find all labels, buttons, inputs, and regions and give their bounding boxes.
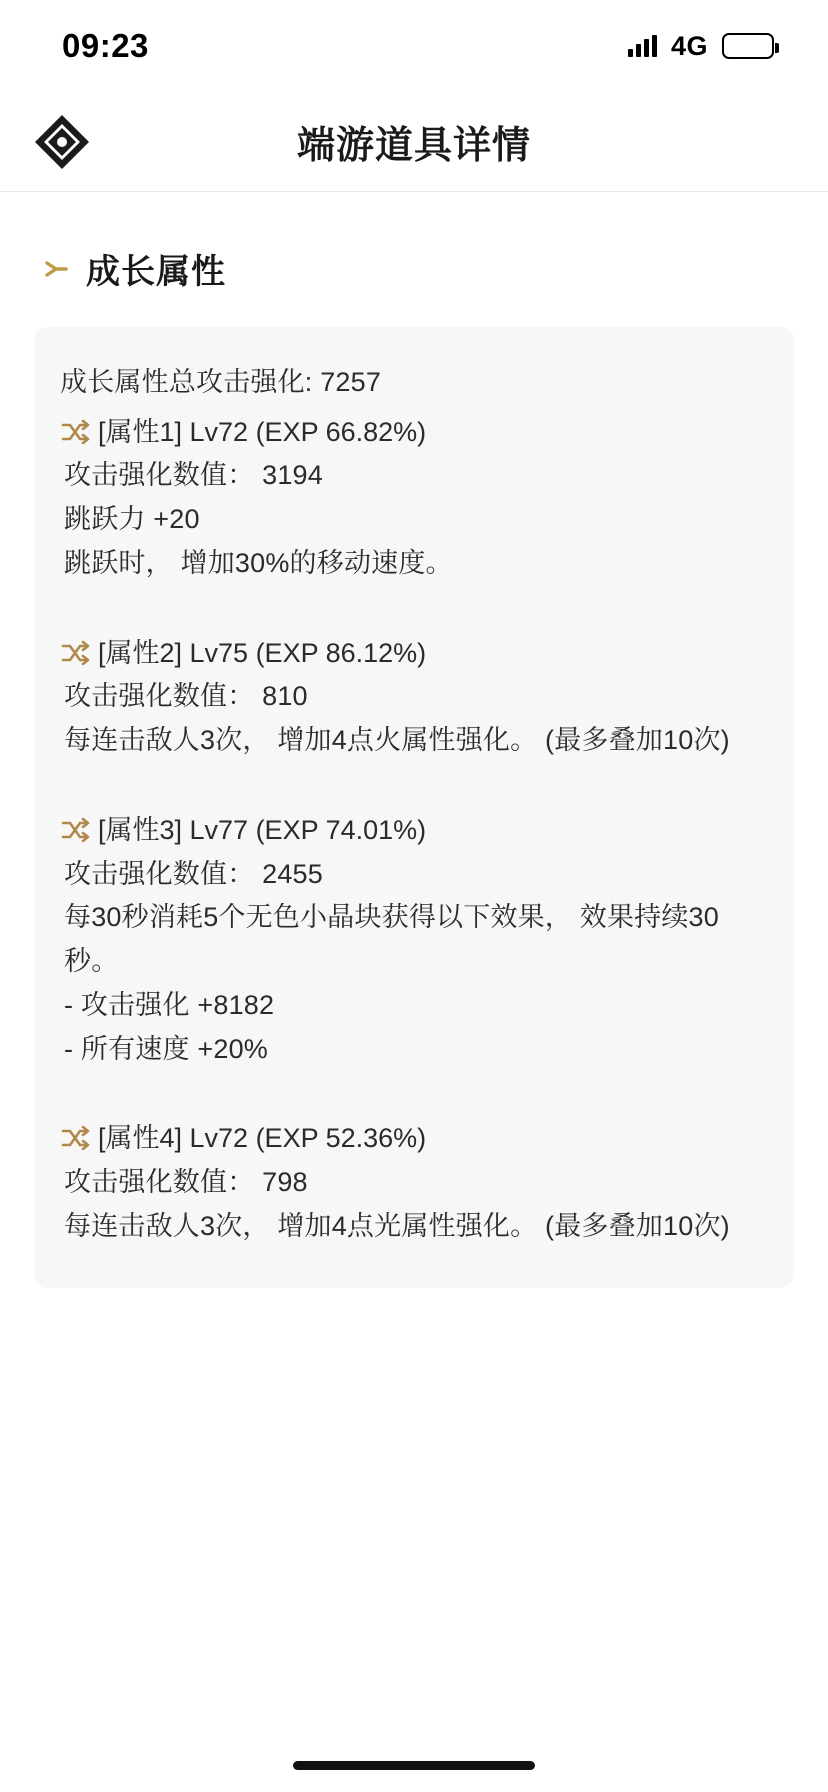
section-title: 成长属性	[86, 253, 226, 291]
shuffle-icon	[60, 1123, 90, 1158]
content-area	[0, 244, 828, 1288]
attribute-group	[60, 411, 768, 586]
attribute-header-text: [属性4] Lv72 (EXP 52.36%)	[98, 1123, 427, 1154]
attribute-header-text: [属性3] Lv77 (EXP 74.01%)	[98, 814, 427, 845]
attribute-line: 攻击强化数值： 3194	[64, 460, 323, 491]
battery-icon	[722, 33, 774, 59]
signal-bars-icon	[628, 35, 657, 57]
section-header	[34, 244, 794, 293]
attribute-group	[60, 1117, 768, 1248]
network-type-label: 4G	[670, 30, 708, 61]
attribute-line: 攻击强化数值： 810	[64, 681, 308, 712]
home-indicator[interactable]	[293, 1761, 535, 1770]
nav-bar	[0, 92, 828, 192]
status-bar	[0, 0, 828, 92]
attribute-header	[60, 809, 768, 853]
attribute-line: - 攻击强化 +8182	[64, 989, 275, 1020]
attribute-line: 每30秒消耗5个无色小晶块获得以下效果， 效果持续30秒。	[64, 902, 719, 977]
attribute-header	[60, 1117, 768, 1161]
shuffle-icon	[60, 815, 90, 850]
shuffle-icon	[60, 417, 90, 452]
attribute-group	[60, 632, 768, 763]
attribute-line: 跳跃时， 增加30%的移动速度。	[64, 547, 453, 578]
attribute-line: 每连击敌人3次， 增加4点光属性强化。 (最多叠加10次)	[64, 1210, 730, 1241]
attribute-line: 跳跃力 +20	[64, 504, 200, 535]
attribute-line: 攻击强化数值： 798	[64, 1167, 308, 1198]
double-arrow-right-icon	[42, 254, 72, 284]
attribute-line: 每连击敌人3次， 增加4点火属性强化。 (最多叠加10次)	[64, 725, 730, 756]
attribute-header-text: [属性2] Lv75 (EXP 86.12%)	[98, 637, 427, 668]
growth-attributes-card	[34, 327, 794, 1288]
attribute-group	[60, 809, 768, 1071]
diamond-logo-icon[interactable]	[14, 111, 110, 173]
total-attack-line: 成长属性总攻击强化: 7257	[60, 367, 382, 397]
shuffle-icon	[60, 638, 90, 673]
status-time: 09:23	[62, 27, 149, 64]
attribute-line: - 所有速度 +20%	[64, 1033, 269, 1064]
attribute-line: 攻击强化数值： 2455	[64, 858, 323, 889]
attribute-header	[60, 411, 768, 455]
page-title: 端游道具详情	[296, 125, 531, 167]
attribute-header	[60, 632, 768, 676]
attribute-header-text: [属性1] Lv72 (EXP 66.82%)	[98, 416, 427, 447]
status-indicators	[628, 31, 774, 62]
